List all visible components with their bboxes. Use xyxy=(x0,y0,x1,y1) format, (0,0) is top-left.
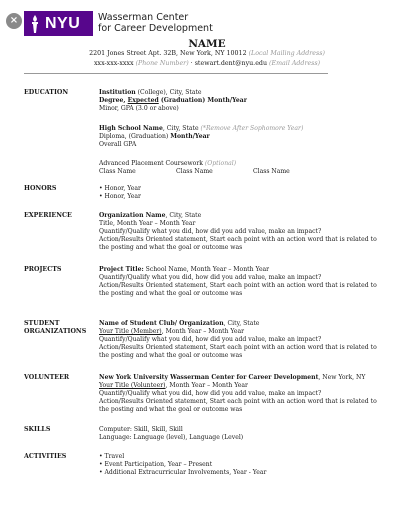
address-line xyxy=(0,50,414,57)
ap-coursework: Advanced Placement Coursework xyxy=(99,160,205,167)
section-heading-experience: EXPERIENCE xyxy=(24,212,72,219)
action-line: Action/Results Oriented statement, Start each point with an action word that is related to xyxy=(99,344,377,351)
activity-item: • Additional Extracurricular Involvements, Year - Year xyxy=(99,469,267,476)
club-name: Name of Student Club/ Organization xyxy=(99,320,224,327)
header-divider xyxy=(24,73,328,74)
language-skills: Language: Language (level), Language (Level) xyxy=(99,434,244,441)
volunteer-org-rest: , New York, NY xyxy=(318,374,366,381)
diploma: Diploma, (Graduation) xyxy=(99,133,171,140)
student-orgs-block xyxy=(99,320,401,360)
section-heading-skills: SKILLS xyxy=(24,426,51,433)
quantify-line: Quantify/Qualify what you did, how did you add value, make an impact? xyxy=(99,336,322,343)
nyu-logo xyxy=(24,11,93,36)
action-line-cont: the posting and what the goal or outcome was xyxy=(99,244,243,251)
separator: · xyxy=(190,60,193,67)
section-heading-projects: PROJECTS xyxy=(24,266,62,273)
institution-rest: (College), City, State xyxy=(135,89,202,96)
quantify-line: Quantify/Qualify what you did, how did you add value, make an impact? xyxy=(99,274,322,281)
projects-block xyxy=(99,266,401,298)
action-line-cont: the posting and what the goal or outcome was xyxy=(99,290,243,297)
class-name: Class Name xyxy=(253,168,290,175)
section-heading-student-organizations xyxy=(24,320,86,336)
ap-block xyxy=(99,160,401,176)
honor-item: • Honor, Year xyxy=(99,193,141,200)
section-heading-honors: HONORS xyxy=(24,185,57,192)
ap-note: (Optional) xyxy=(204,160,237,167)
volunteer-title: Your Title (Volunteer) xyxy=(99,382,166,389)
address-note: (Local Mailing Address) xyxy=(248,50,325,57)
high-school: High School Name xyxy=(99,125,163,132)
quantify-line: Quantify/Qualify what you did, how did you add value, make an impact? xyxy=(99,228,322,235)
computer-skills: Computer: Skill, Skill, Skill xyxy=(99,426,183,433)
activity-item: • Event Participation, Year – Present xyxy=(99,461,213,468)
org-name xyxy=(98,12,213,34)
degree-rest: (Graduation) xyxy=(158,97,208,104)
club-rest: , City, State xyxy=(223,320,260,327)
class-name: Class Name xyxy=(176,168,213,175)
email-note: (Email Address) xyxy=(269,60,321,67)
organization-name: Organization Name xyxy=(99,212,166,219)
job-title: Title, Month Year – Month Year xyxy=(99,220,196,227)
project-title: Project Title: xyxy=(99,266,144,273)
email: stewart.dent@nyu.edu xyxy=(194,60,268,67)
section-heading-activities: ACTIVITIES xyxy=(24,453,67,460)
org-line-2: for Career Development xyxy=(98,23,213,34)
volunteer-org: New York University Wasserman Center for Career Development xyxy=(99,374,319,381)
member-dates: , Month Year – Month Year xyxy=(161,328,245,335)
degree-date: Month/Year xyxy=(207,97,247,104)
overall-gpa: Overall GPA xyxy=(99,141,137,148)
heading-line-2: ORGANIZATIONS xyxy=(24,328,87,335)
activities-block xyxy=(99,453,401,477)
section-heading-volunteer: VOLUNTEER xyxy=(24,374,70,381)
volunteer-block xyxy=(99,374,401,414)
high-school-block xyxy=(99,125,401,149)
institution: Institution xyxy=(99,89,136,96)
education-block xyxy=(99,89,401,113)
logo-text: NYU xyxy=(45,15,81,32)
member-title: Your Title (Member) xyxy=(99,328,162,335)
high-school-note: (*Remove After Sophomore Year) xyxy=(200,125,304,132)
honors-block xyxy=(99,185,401,201)
org-line-1: Wasserman Center xyxy=(98,12,189,23)
organization-rest: , City, State xyxy=(165,212,202,219)
honor-item: • Honor, Year xyxy=(99,185,141,192)
action-line: Action/Results Oriented statement, Start each point with an action word that is related to xyxy=(99,236,377,243)
action-line-cont: the posting and what the goal or outcome was xyxy=(99,352,243,359)
high-school-rest: , City, State xyxy=(162,125,201,132)
minor-gpa: Minor, GPA (3.0 or above) xyxy=(99,105,179,112)
skills-block xyxy=(99,426,401,442)
contact-line xyxy=(94,60,334,67)
resume-name: NAME xyxy=(188,38,226,50)
class-name: Class Name xyxy=(99,168,136,175)
phone: xxx-xxx-xxxx xyxy=(94,60,134,67)
close-icon[interactable]: × xyxy=(6,13,22,29)
quantify-line: Quantify/Qualify what you did, how did you add value, make an impact? xyxy=(99,390,322,397)
action-line: Action/Results Oriented statement, Start each point with an action word that is related to xyxy=(99,398,377,405)
volunteer-dates: , Month Year – Month Year xyxy=(165,382,248,389)
torch-icon xyxy=(28,14,42,34)
project-rest: School Name, Month Year – Month Year xyxy=(143,266,270,273)
diploma-date: Month/Year xyxy=(170,133,210,140)
action-line-cont: the posting and what the goal or outcome was xyxy=(99,406,243,413)
action-line: Action/Results Oriented statement, Start each point with an action word that is related to xyxy=(99,282,377,289)
activity-item: • Travel xyxy=(99,453,125,460)
experience-block xyxy=(99,212,401,252)
degree-expected: Expected xyxy=(127,97,159,104)
heading-line-1: STUDENT xyxy=(24,320,60,327)
phone-note: (Phone Number) xyxy=(135,60,189,67)
section-heading-education: EDUCATION xyxy=(24,89,69,96)
address: 2201 Jones Street Apt. 32B, New York, NY 10012 xyxy=(89,50,247,57)
degree: Degree, xyxy=(99,97,128,104)
